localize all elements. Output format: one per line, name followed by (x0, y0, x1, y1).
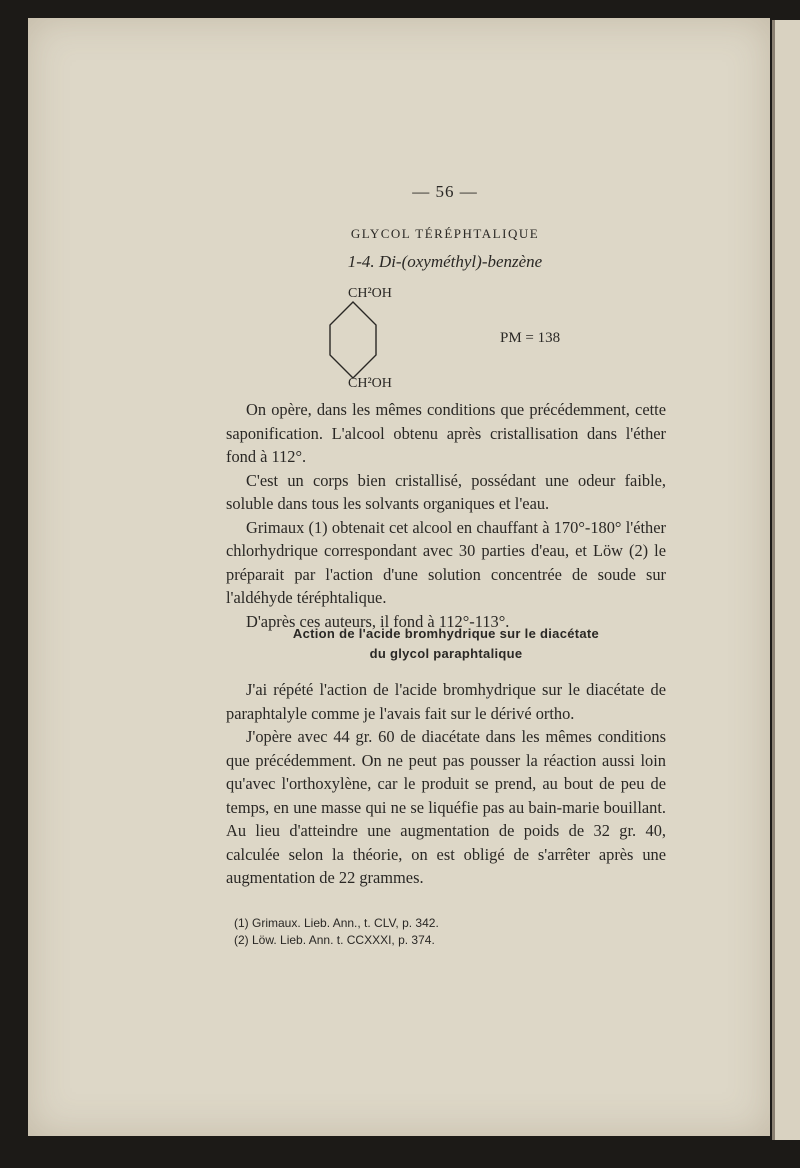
paragraph: On opère, dans les mêmes conditions que précédemment, cette saponification. L'alcool obtenu après cristallisation dans l'éther fond à 112°. (226, 400, 666, 466)
benzene-ring-structure (300, 280, 430, 395)
page-number: — 56 — (412, 182, 478, 201)
paragraph: D'après ces auteurs, il fond à 112°-113°. (246, 611, 510, 631)
footnote-1: (1) Grimaux. Lieb. Ann., t. CLV, p. 342. (234, 916, 439, 930)
paragraph: C'est un corps bien cristallisé, possédant une odeur faible, soluble dans tous les solvants organiques et l'eau. (226, 470, 666, 513)
compound-title: GLYCOL TÉRÉPHTALIQUE (350, 226, 540, 241)
formula-top-group: CH²OH (348, 286, 392, 301)
body-text-section-1 (226, 398, 666, 633)
body-text-section-2 (226, 678, 666, 890)
paragraph: J'ai répété l'action de l'acide bromhydrique sur le diacétate de paraphtalyle comme je l'avais fait sur le dérivé ortho. (226, 680, 666, 723)
hexagon-ring (330, 302, 376, 378)
paragraph: Grimaux (1) obtenait cet alcool en chauffant à 170°-180° l'éther chlorhydrique correspondant avec 30 parties d'eau, et Löw (2) le préparait par l'action d'une solution concentrée de soude sur l'aldéhyde téréphtalique. (226, 517, 666, 607)
compound-subtitle: 1-4. Di-(oxyméthyl)-benzène (347, 252, 543, 271)
paragraph: J'opère avec 44 gr. 60 de diacétate dans les mêmes conditions que précédemment. On ne peut pas pousser la réaction aussi loin qu'avec l'orthoxylène, car le produit se prend, au bout de peu de temps, en une masse qui ne se liquéfie pas au bain-marie bouillant. Au lieu d'atteindre une augmentation de poids de 32 gr. 40, calculée selon la théorie, on est obligé de s'arrêter après une augmentation de 22 grammes. (226, 727, 666, 887)
section-heading (226, 624, 666, 664)
molecular-weight: PM = 138 (500, 330, 561, 346)
footnote-2: (2) Löw. Lieb. Ann. t. CCXXXI, p. 374. (234, 933, 435, 947)
section-heading-line-1: Action de l'acide bromhydrique sur le diacétate (292, 626, 600, 641)
footnotes (234, 915, 634, 949)
formula-bottom-group: CH²OH (348, 376, 392, 391)
section-heading-line-2: du glycol paraphtalique (369, 646, 523, 661)
